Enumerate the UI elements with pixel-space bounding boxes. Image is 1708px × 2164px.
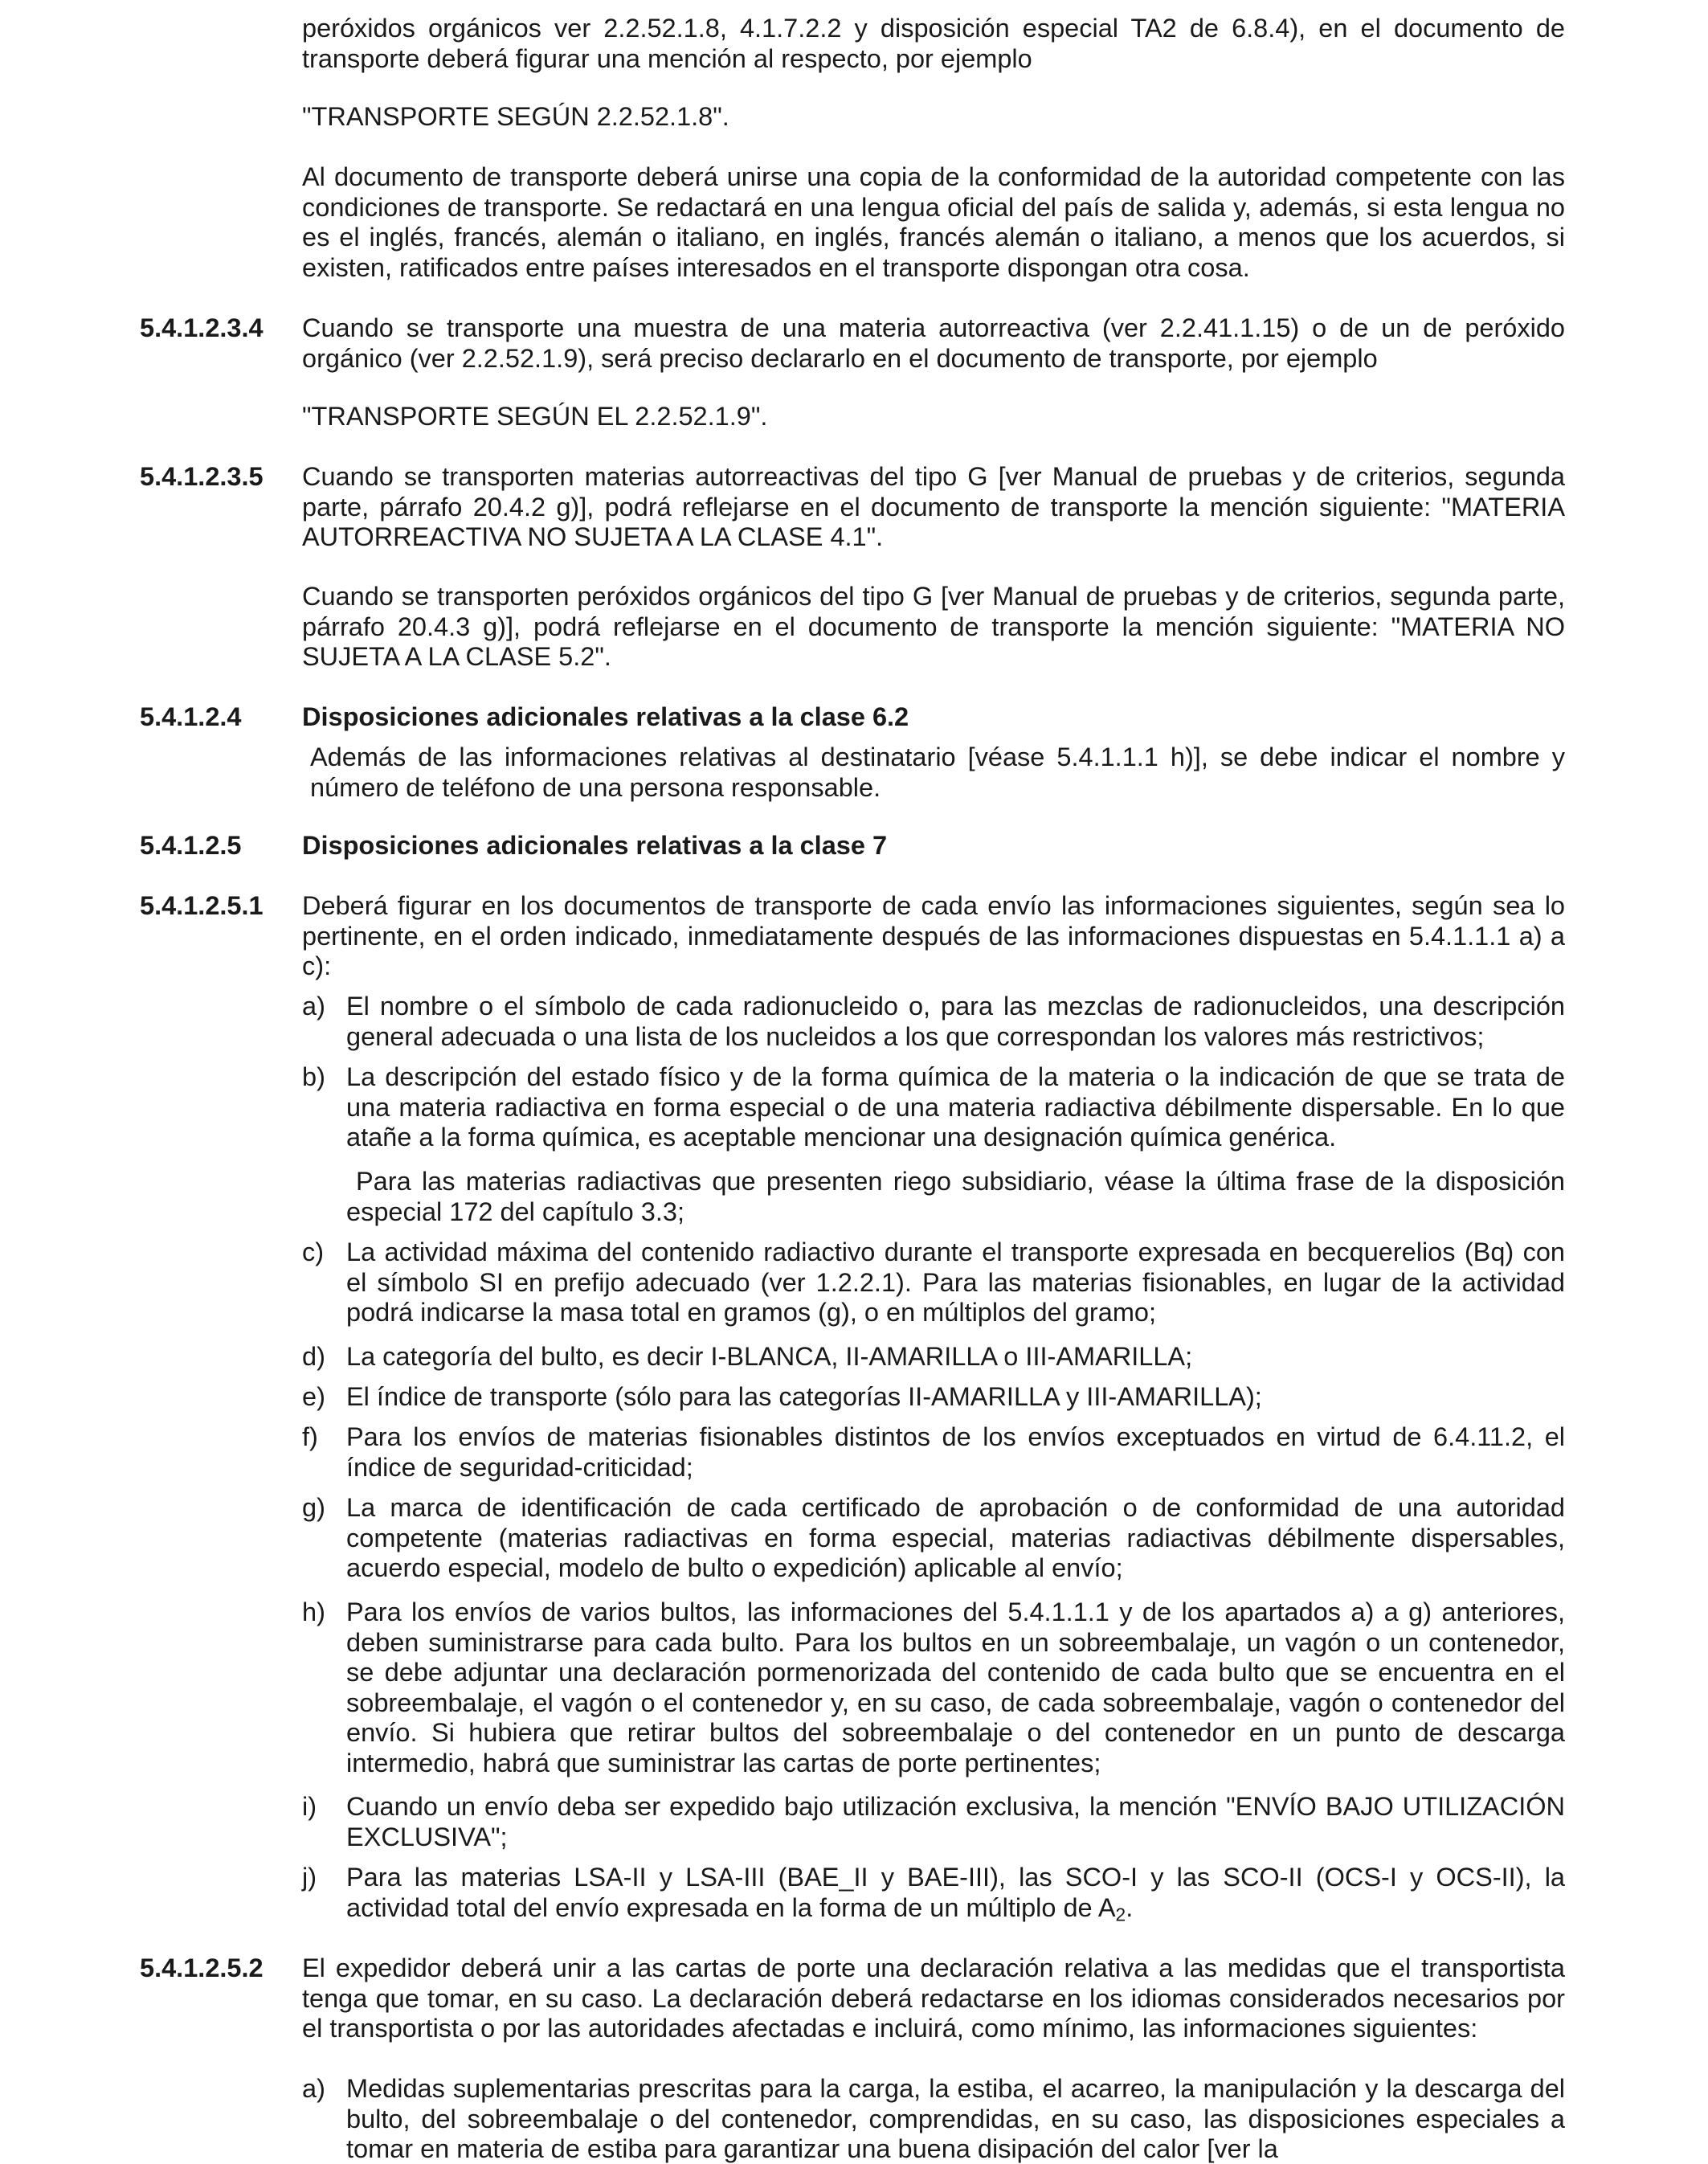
- list-item-text: El nombre o el símbolo de cada radionucleido o, para las mezclas de radionucleidos, una descripción general adecuada o una lista de los nucleidos a los que correspondan los valores más restrictivos;: [346, 992, 1565, 1051]
- list-item-text: El índice de transporte (sólo para las categorías II-AMARILLA y III-AMARILLA);: [346, 1382, 1262, 1411]
- section-number-5-4-1-2-5-1: 5.4.1.2.5.1: [140, 891, 264, 920]
- list-item-text: Para las materias LSA-II y LSA-III (BAE_II y BAE-III), las SCO-I y las SCO-II (OCS-I y OCS-II), la actividad total del envío expresada en la forma de un múltiplo de $A_2$.: [346, 1863, 1565, 1925]
- paragraph-competent-authority: Al documento de transporte deberá unirse una copia de la conformidad de la autoridad competente con las condiciones de transporte. Se redactará en una lengua oficial del país de salida y, además, si esta lengua no es el inglés, francés, alemán o italiano, en inglés, francés alemán o italiano, a menos que los acuerdos, si existen, ratificados entre países interesados en el transporte dispongan otra cosa.: [302, 162, 1565, 282]
- list-item-label: h): [302, 1597, 325, 1626]
- list-item-text: Para los envíos de materias fisionables distintos de los envíos exceptuados en virtud de 6.4.11.2, el índice de seguridad-criticidad;: [346, 1422, 1565, 1482]
- list-item-label: g): [302, 1493, 325, 1522]
- list-item-b: [302, 1062, 1565, 1153]
- list-item-i: [302, 1792, 1565, 1852]
- list-item-g: [302, 1493, 1565, 1584]
- list-item-text: La marca de identificación de cada certificado de aprobación o de conformidad de una autoridad competente (materias radiactivas en forma especial, materias radiactivas débilmente dispersables, acuerdo especial, modelo de bulto o expedición) aplicable al envío;: [346, 1493, 1565, 1582]
- list-item-a-measures: [302, 2074, 1565, 2164]
- list-item-text: Medidas suplementarias prescritas para la carga, la estiba, el acarreo, la manipulación y la descarga del bulto, del sobreembalaje o del contenedor, comprendidas, en su caso, las disposiciones especiales a tomar en materia de estiba para garantizar una buena disipación del calor [ver la: [346, 2074, 1565, 2163]
- list-item-h: [302, 1597, 1565, 1778]
- list-item-d: [302, 1342, 1565, 1372]
- list-item-label: d): [302, 1342, 325, 1371]
- section-5-4-1-2-4-text: Además de las informaciones relativas al destinatario [véase 5.4.1.1.1 h)], se debe indicar el nombre y número de teléfono de una persona responsable.: [310, 742, 1565, 802]
- list-item-label: c): [302, 1237, 325, 1266]
- list-item-text: La descripción del estado físico y de la forma química de la materia o la indicación de que se trata de una materia radiactiva en forma especial o de una materia radiactiva débilmente dispersable. En lo que atañe a la forma química, es aceptable mencionar una designación química genérica.: [346, 1062, 1565, 1152]
- list-item-label: e): [302, 1382, 325, 1411]
- list-item-label: f): [302, 1422, 318, 1451]
- section-5-4-1-2-5-heading: Disposiciones adicionales relativas a la clase 7: [302, 831, 888, 860]
- list-item-e: [302, 1382, 1565, 1413]
- section-5-4-1-2-4-heading: Disposiciones adicionales relativas a la clase 6.2: [302, 702, 909, 731]
- list-item-text: La actividad máxima del contenido radiactivo durante el transporte expresada en becquerelios (Bq) con el símbolo SI en prefijo adecuado (ver 1.2.2.1). Para las materias fisionables, en lugar de la actividad podrá indicarse la masa total en gramos (g), o en múltiplos del gramo;: [346, 1237, 1565, 1327]
- list-item-j: [302, 1863, 1565, 1923]
- list-item-a: [302, 992, 1565, 1052]
- section-5-4-1-2-5-2-text: El expedidor deberá unir a las cartas de porte una declaración relativa a las medidas que el transportista tenga que tomar, en su caso. La declaración deberá redactarse en los idiomas considerados necesarios por el transportista o por las autoridades afectadas e incluirá, como mínimo, las informaciones siguientes:: [302, 1953, 1565, 2043]
- list-item-label: i): [302, 1792, 317, 1821]
- paragraph-example-2: "TRANSPORTE SEGÚN EL 2.2.52.1.9".: [302, 402, 768, 431]
- list-item-text: Cuando un envío deba ser expedido bajo utilización exclusiva, la mención "ENVÍO BAJO UTILIZACIÓN EXCLUSIVA";: [346, 1792, 1565, 1851]
- section-number-5-4-1-2-4: 5.4.1.2.4: [140, 702, 242, 731]
- section-5-4-1-2-3-4-text: Cuando se transporte una muestra de una materia autorreactiva (ver 2.2.41.1.15) o de un de peróxido orgánico (ver 2.2.52.1.9), será preciso declararlo en el documento de transporte, por ejemplo: [302, 313, 1565, 373]
- section-number-5-4-1-2-3-5: 5.4.1.2.3.5: [140, 462, 264, 491]
- list-item-label: b): [302, 1062, 325, 1091]
- paragraph-organic-peroxides-g: Cuando se transporten peróxidos orgánicos del tipo G [ver Manual de pruebas y de criterios, segunda parte, párrafo 20.4.3 g)], podrá reflejarse en el documento de transporte la mención siguiente: "MATERIA NO SUJETA A LA CLASE 5.2".: [302, 582, 1565, 671]
- paragraph-intro: peróxidos orgánicos ver 2.2.52.1.8, 4.1.7.2.2 y disposición especial TA2 de 6.8.4), en el documento de transporte deberá figurar una mención al respecto, por ejemplo: [302, 14, 1565, 73]
- section-number-5-4-1-2-5-2: 5.4.1.2.5.2: [140, 1953, 264, 1982]
- section-5-4-1-2-3-5-text: Cuando se transporten materias autorreactivas del tipo G [ver Manual de pruebas y de criterios, segunda parte, párrafo 20.4.2 g)], podrá reflejarse en el documento de transporte la mención siguiente: "MATERIA AUTORREACTIVA NO SUJETA A LA CLASE 4.1".: [302, 462, 1565, 551]
- section-5-4-1-2-5-1-text: Deberá figurar en los documentos de transporte de cada envío las informaciones siguientes, según sea lo pertinente, en el orden indicado, inmediatamente después de las informaciones dispuestas en 5.4.1.1.1 a) a c):: [302, 891, 1565, 980]
- list-item-label: j): [302, 1863, 317, 1892]
- list-item-text: La categoría del bulto, es decir I-BLANCA, II-AMARILLA o III-AMARILLA;: [346, 1342, 1193, 1371]
- subscript-2: 2: [1115, 1904, 1126, 1925]
- list-item-b-subparagraph: Para las materias radiactivas que presenten riego subsidiario, véase la última frase de la disposición especial 172 del capítulo 3.3;: [346, 1167, 1565, 1226]
- list-item-text: Para los envíos de varios bultos, las informaciones del 5.4.1.1.1 y de los apartados a) a g) anteriores, deben suministrarse para cada bulto. Para los bultos en un sobreembalaje, un vagón o un contenedor, se debe adjuntar una declaración pormenorizada del contenido de cada bulto que se encuentra en el sobreembalaje, el vagón o el contenedor y, en su caso, de cada sobreembalaje, vagón o contenedor del envío. Si hubiera que retirar bultos del sobreembalaje o del contenedor en un punto de descarga intermedio, habrá que suministrar las cartas de porte pertinentes;: [346, 1597, 1565, 1777]
- section-number-5-4-1-2-5: 5.4.1.2.5: [140, 831, 242, 860]
- list-item-f: [302, 1422, 1565, 1483]
- section-number-5-4-1-2-3-4: 5.4.1.2.3.4: [140, 313, 264, 342]
- paragraph-example-1: "TRANSPORTE SEGÚN 2.2.52.1.8".: [302, 102, 729, 131]
- list-item-label: a): [302, 2074, 325, 2103]
- list-item-c: [302, 1237, 1565, 1328]
- list-item-label: a): [302, 992, 325, 1021]
